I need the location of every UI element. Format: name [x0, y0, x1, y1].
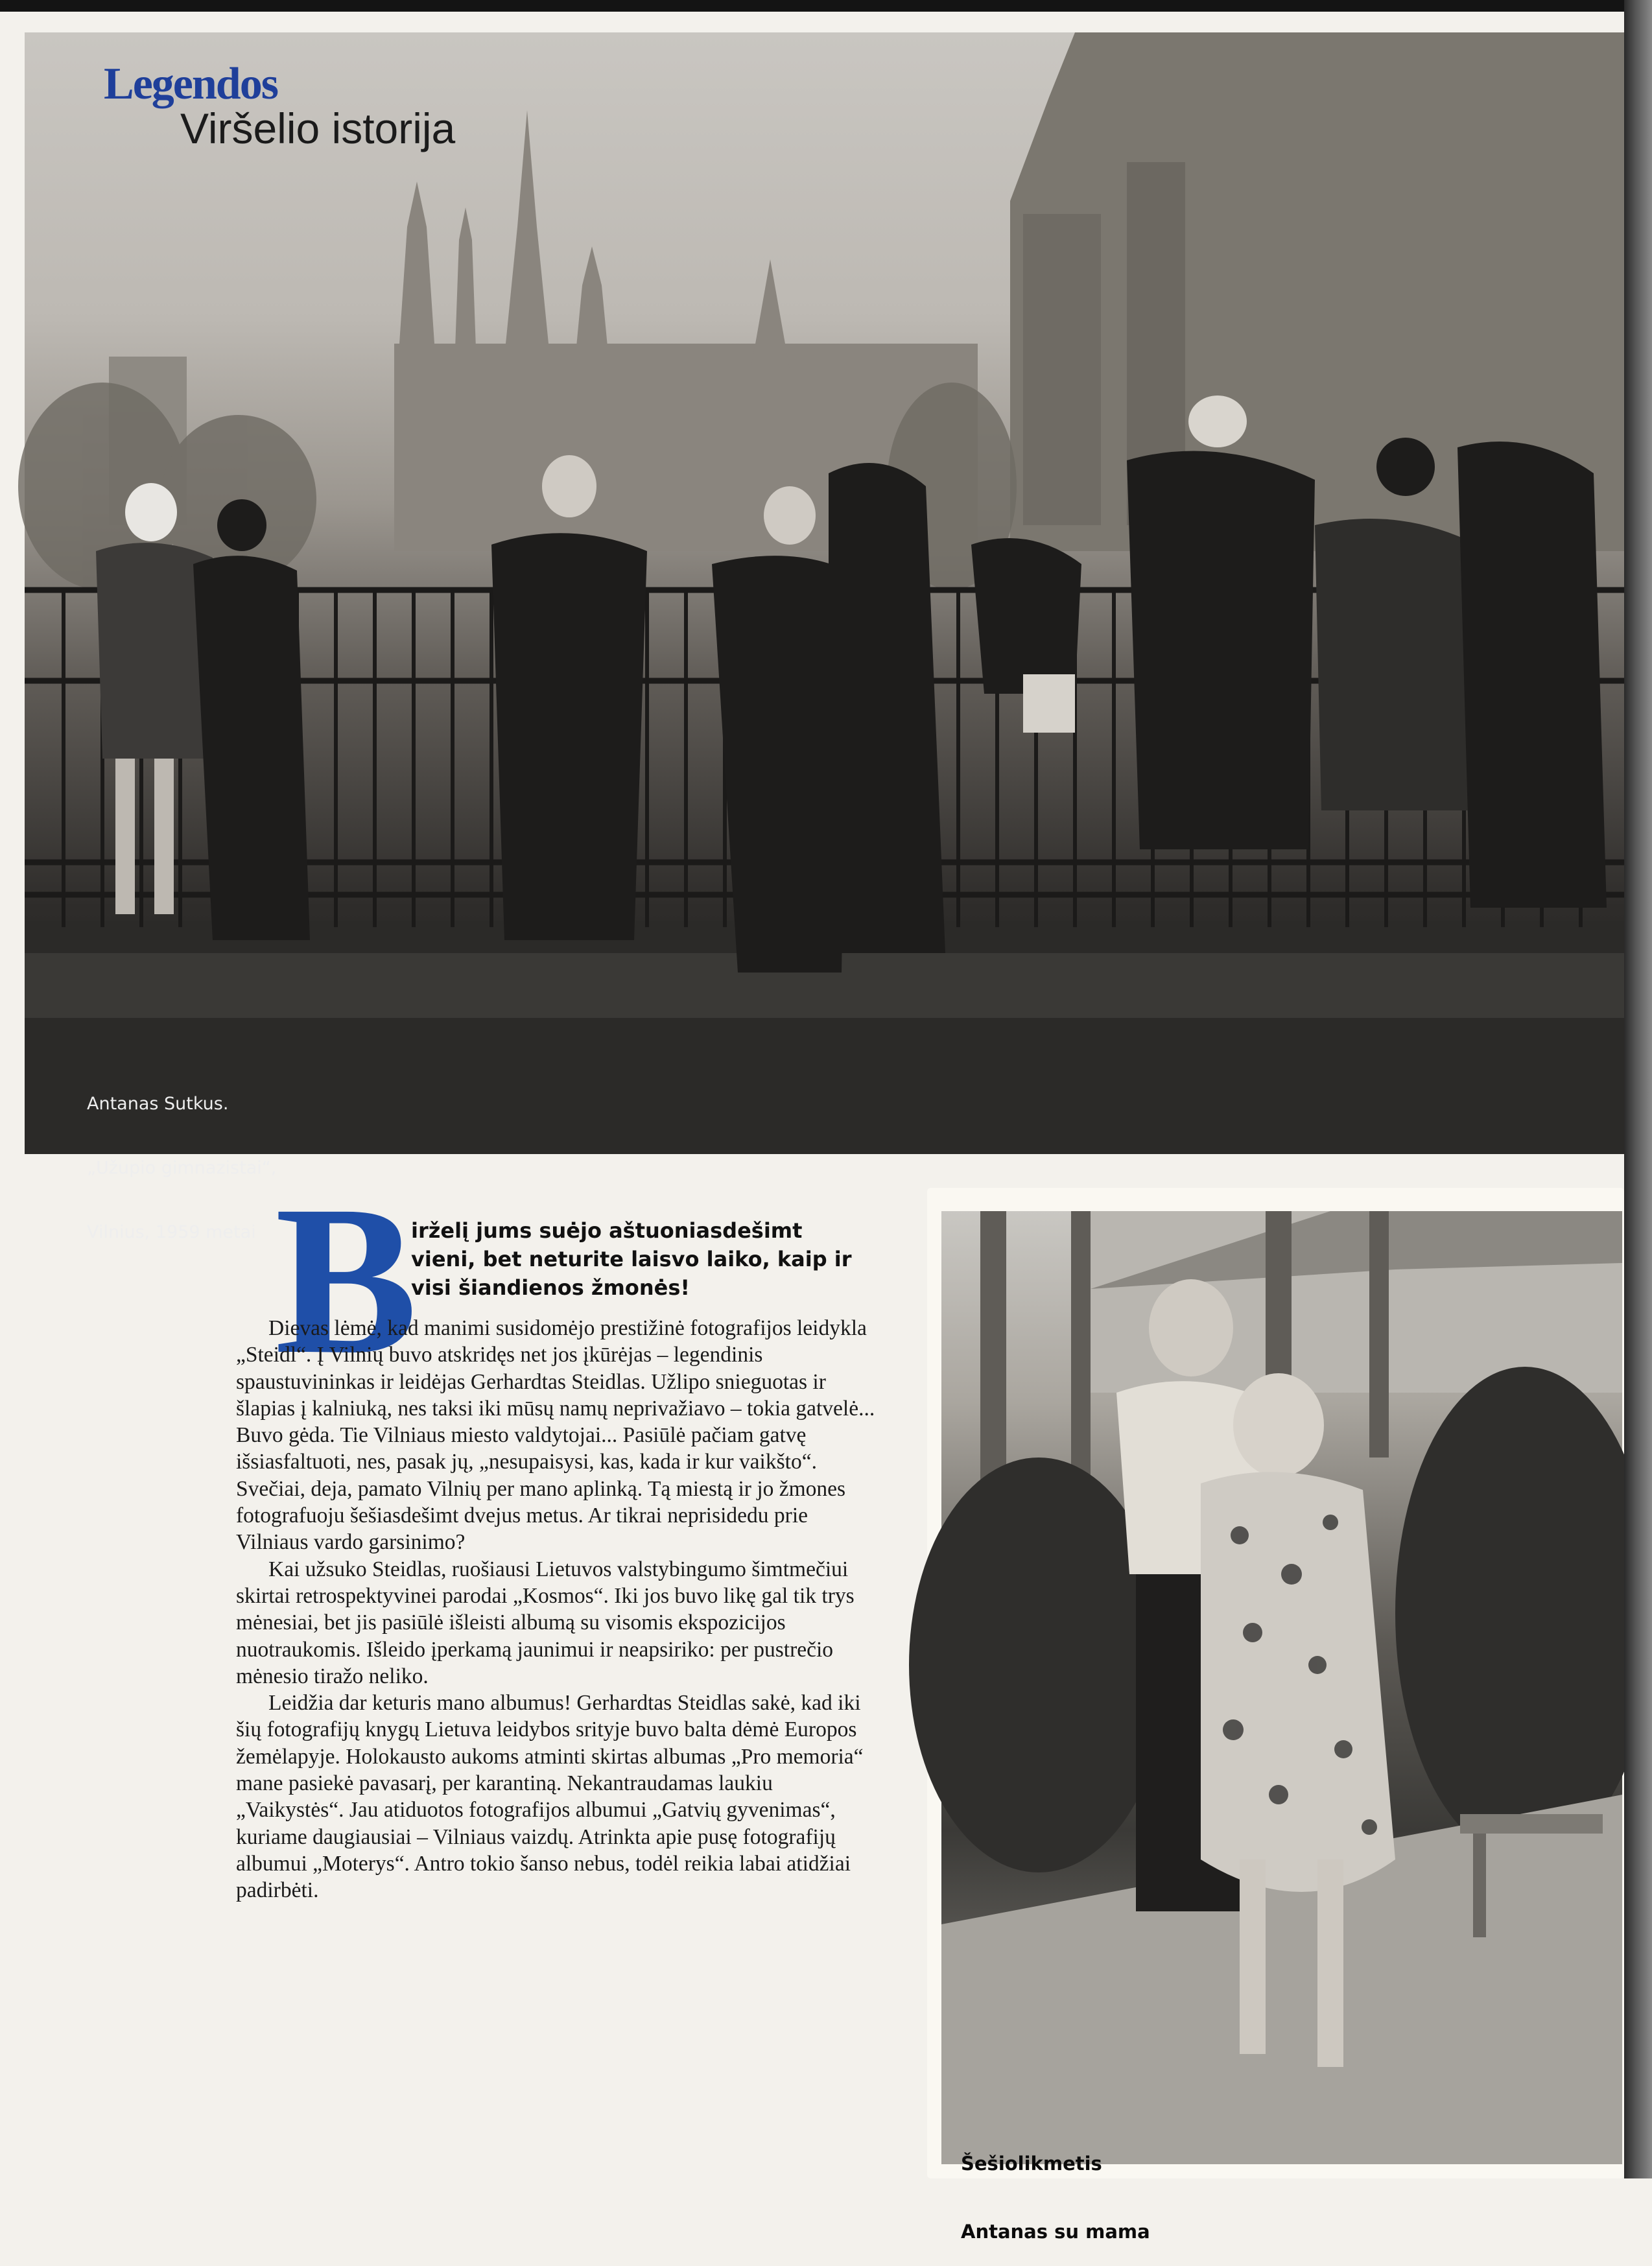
caption-line: Antanas Sutkus.	[87, 1094, 229, 1114]
mother	[1233, 1373, 1324, 1477]
portrait-caption	[961, 2107, 1150, 2266]
article-paragraph: Leidžia dar keturis mano albumus! Gerhardtas Steidlas sakė, kad iki šių fotografijų knygų Lietuva leidybos srityje buvo balta dėmė Europos žemėlapyje. Holokausto aukoms atminti skirtas albumas „Pro memoria“ mane pasiekė pavasarį, per karantiną. Nekantraudamas laukiu „Vaikystės“. Jau atiduotos fotografijos albumui „Gatvių gyvenimas“, kuriame daugiausiai – Vilniaus vaizdų. Atrinkta apie pusę fotografijų albumui „Moterys“. Antro tokio šanso nebus, todėl reikia labai atidžiai padirbėti.	[236, 1691, 864, 1903]
caption-line: Šešiolikmetis	[961, 2153, 1102, 2175]
top-border	[0, 0, 1652, 12]
cover-photo-caption	[87, 1050, 276, 1286]
page-edge	[1624, 0, 1652, 2178]
cover-photo	[25, 32, 1624, 1242]
caption-line: „Užupio gimnazistai“,	[87, 1158, 277, 1178]
portrait-scene	[941, 1211, 1622, 2164]
article-paragraph: Kai užsuko Steidlas, ruošiausi Lietuvos valstybingumo šimtmečiui skirtai retrospektyvinei parodai „Kosmos“. Iki jos buvo likę gal tik trys mėnesiai, bet jis pasiūlė išleisti albumą su visomis ekspozicijos nuotraukomis. Išleido įperkamą jaunimui ir neapsiriko: per pustrečio mėnesio tiražo neliko.	[236, 1557, 855, 1688]
brand-title: Legendos	[104, 59, 277, 109]
section-title: Viršelio istorija	[180, 104, 456, 152]
article-paragraph: Dievas lėmė, kad manimi susidomėjo prestižinė fotografijos leidykla „Steidl“. Į Vilnių buvo atskridęs net jos įkūrėjas – legendinis spaustuvininkas ir leidėjas Gerhardtas Steidlas. Užlipo snieguotas ir šlapias į kalniuką, nes taksi iki mūsų namų neprivažiavo – tokia gatvelė... Buvo gėda. Tie Vilniaus miesto valdytojai... Pasiūlė pačiam gatvę išsiasfaltuoti, nes, pasak jų, „nesupaisysi, kas, kada ir kur vaikšto“. Svečiai, deja, pamato Vilnių per mano aplinką. Tą miestą ir jo žmones fotografuoju šešiasdešimt dvejus metus. Ar tikrai neprisidedu prie Vilniaus vardo garsinimo?	[236, 1316, 875, 1555]
bench	[1460, 1814, 1603, 1834]
caption-line: Vilnius, 1959 metai	[87, 1222, 256, 1242]
drop-cap: B	[275, 1162, 418, 1399]
article-lead: irželį jums suėjo aštuoniasdešimt vieni, bet neturite laisvo laiko, kaip ir visi šiandienos žmonės!	[411, 1218, 852, 1300]
article-body	[236, 1315, 884, 1904]
portrait-photo-frame	[927, 1188, 1624, 2178]
boy	[1149, 1279, 1233, 1376]
caption-line: Antanas su mama	[961, 2221, 1150, 2243]
cover-photo-scene	[25, 32, 1624, 1154]
portrait-photo	[941, 1211, 1622, 2164]
